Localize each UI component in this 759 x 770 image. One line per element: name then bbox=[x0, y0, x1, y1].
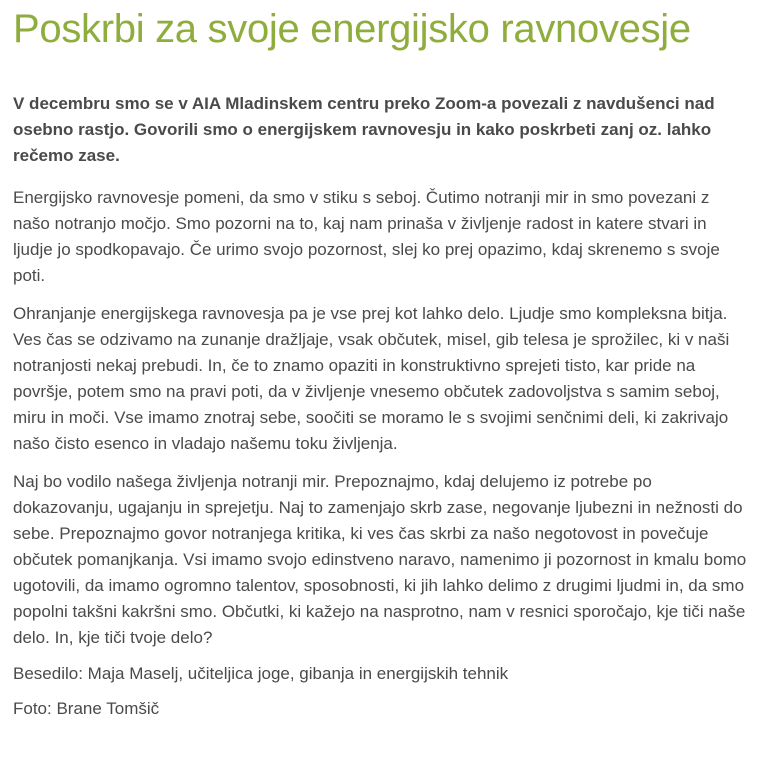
article-paragraph-3: Naj bo vodilo našega življenja notranji mir. Prepoznajmo, kdaj delujemo iz potrebe po dokazovanju, ugajanju in sprejetju. Naj to zamenjajo skrb zase, negovanje ljubezni in nežnosti do sebe. Prepoznajmo govor notranjega kritika, ki ves čas skrbi za našo negotovost in povečuje občutek pomanjkanja. Vsi imamo svojo edinstveno naravo, namenimo ji pozornost in kmalu bomo ugotovili, da imamo ogromno talentov, sposobnosti, ki jih lahko delimo z drugimi ljudmi in, da smo popolni takšni kakršni smo. Občutki, ki kažejo na nasprotno, nam v resnici sporočajo, kje tiči naše delo. In, kje tiči tvoje delo? bbox=[13, 472, 747, 647]
photo-credit: Foto: Brane Tomšič bbox=[13, 699, 160, 718]
article-lead: V decembru smo se v AIA Mladinskem centru preko Zoom-a povezali z navdušenci nad osebno rastjo. Govorili smo o energijskem ravnovesju in kako poskrbeti zanj oz. lahko rečemo zase. bbox=[13, 94, 715, 165]
article-title: Poskrbi za svoje energijsko ravnovesje bbox=[13, 7, 691, 51]
article-paragraph-2: Ohranjanje energijskega ravnovesja pa je vse prej kot lahko delo. Ljudje smo kompleksna bitja. Ves čas se odzivamo na zunanje dražljaje, vsak občutek, misel, gib telesa je sprožilec, ki v naši notranjosti nekaj prebudi. In, če to znamo opaziti in konstruktivno sprejeti tisto, kar pride na površje, potem smo na pravi poti, da v življenje vnesemo občutek zadovoljstva s samim seboj, miru in moči. Vse imamo znotraj sebe, soočiti se moramo le s svojimi senčnimi deli, ki zakrivajo našo čisto esenco in vladajo našemu toku življenja. bbox=[13, 304, 730, 453]
text-credit: Besedilo: Maja Maselj, učiteljica joge, gibanja in energijskih tehnik bbox=[13, 664, 509, 683]
article-paragraph-1: Energijsko ravnovesje pomeni, da smo v stiku s seboj. Čutimo notranji mir in smo povezani z našo notranjo močjo. Smo pozorni na to, kaj nam prinaša v življenje radost in katere stvari in ljudje jo spodkopavajo. Če urimo svojo pozornost, slej ko prej opazimo, kdaj skrenemo s svoje poti. bbox=[13, 188, 720, 285]
article bbox=[13, 0, 749, 722]
